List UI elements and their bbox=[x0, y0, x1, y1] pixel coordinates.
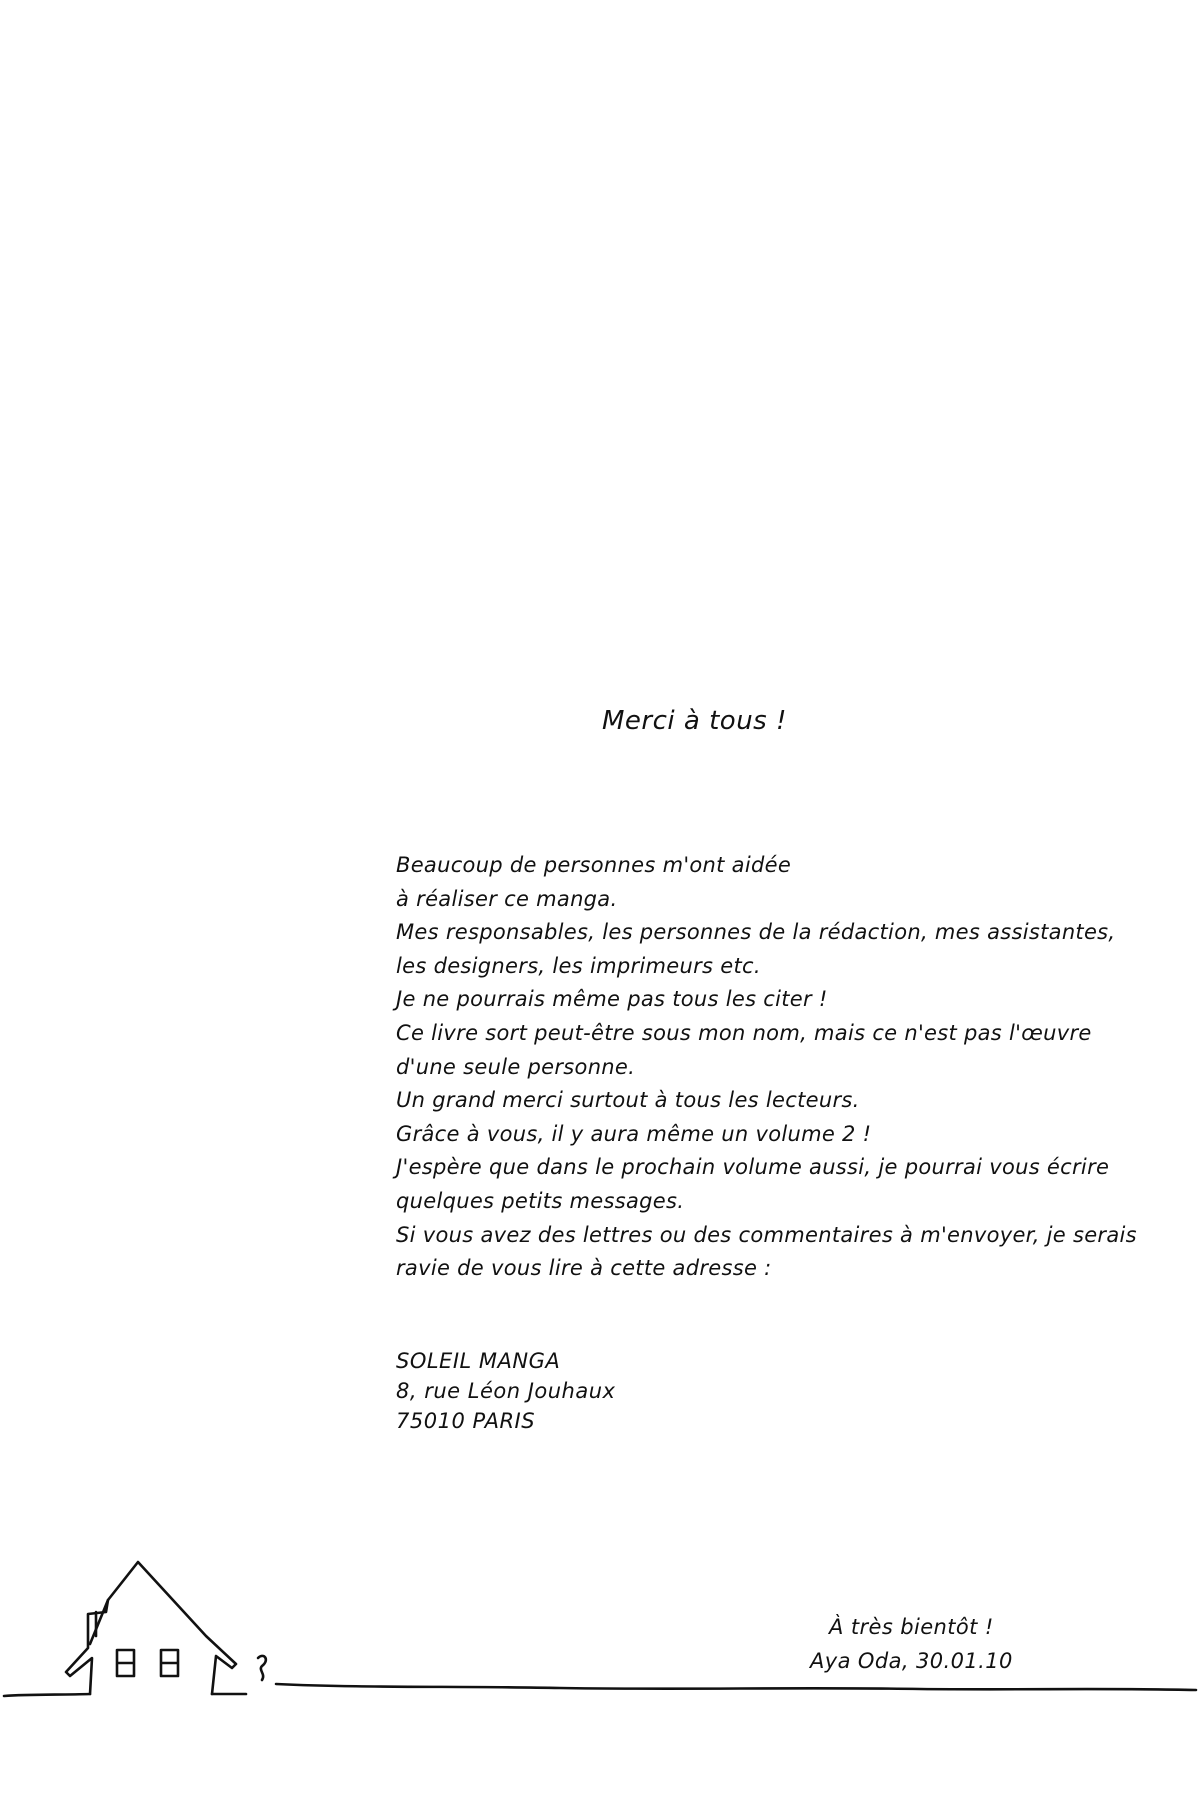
signoff-greeting: À très bientôt ! bbox=[829, 1615, 994, 1639]
house-outline bbox=[66, 1562, 236, 1694]
letter-line: les designers, les imprimeurs etc. bbox=[396, 953, 761, 978]
letter-line: Grâce à vous, il y aura même un volume 2 ! bbox=[396, 1121, 872, 1146]
address-company: SOLEIL MANGA bbox=[396, 1349, 561, 1373]
window-icon bbox=[117, 1650, 134, 1676]
letter-line: quelques petits messages. bbox=[396, 1188, 685, 1213]
letter-line: Je ne pourrais même pas tous les citer ! bbox=[396, 987, 828, 1012]
letter-line: Mes responsables, les personnes de la rédaction, mes assistantes, bbox=[396, 920, 1116, 945]
curl-mark bbox=[258, 1656, 266, 1680]
signoff-signature: Aya Oda, 30.01.10 bbox=[810, 1649, 1013, 1673]
letter-line: Si vous avez des lettres ou des commentaires à m'envoyer, je serais bbox=[396, 1222, 1137, 1247]
letter-line: à réaliser ce manga. bbox=[396, 886, 618, 911]
house-drawing bbox=[0, 1540, 1200, 1720]
roof-left bbox=[90, 1600, 108, 1644]
mailing-address bbox=[396, 1346, 615, 1436]
letter-body bbox=[396, 849, 1137, 1286]
address-city: 75010 PARIS bbox=[396, 1409, 536, 1433]
letter-line: Un grand merci surtout à tous les lecteurs. bbox=[396, 1088, 860, 1113]
letter-line: ravie de vous lire à cette adresse : bbox=[396, 1256, 772, 1281]
window-icon bbox=[161, 1650, 178, 1676]
address-street: 8, rue Léon Jouhaux bbox=[396, 1379, 616, 1403]
page-title: Merci à tous ! bbox=[602, 706, 787, 736]
letter-line: J'espère que dans le prochain volume aussi, je pourrai vous écrire bbox=[396, 1155, 1110, 1180]
letter-line: Ce livre sort peut-être sous mon nom, mais ce n'est pas l'œuvre bbox=[396, 1020, 1092, 1045]
ground-line-left bbox=[4, 1694, 90, 1696]
letter-line: d'une seule personne. bbox=[396, 1054, 636, 1079]
letter-line: Beaucoup de personnes m'ont aidée bbox=[396, 853, 792, 877]
ground-line-right bbox=[276, 1684, 1196, 1690]
